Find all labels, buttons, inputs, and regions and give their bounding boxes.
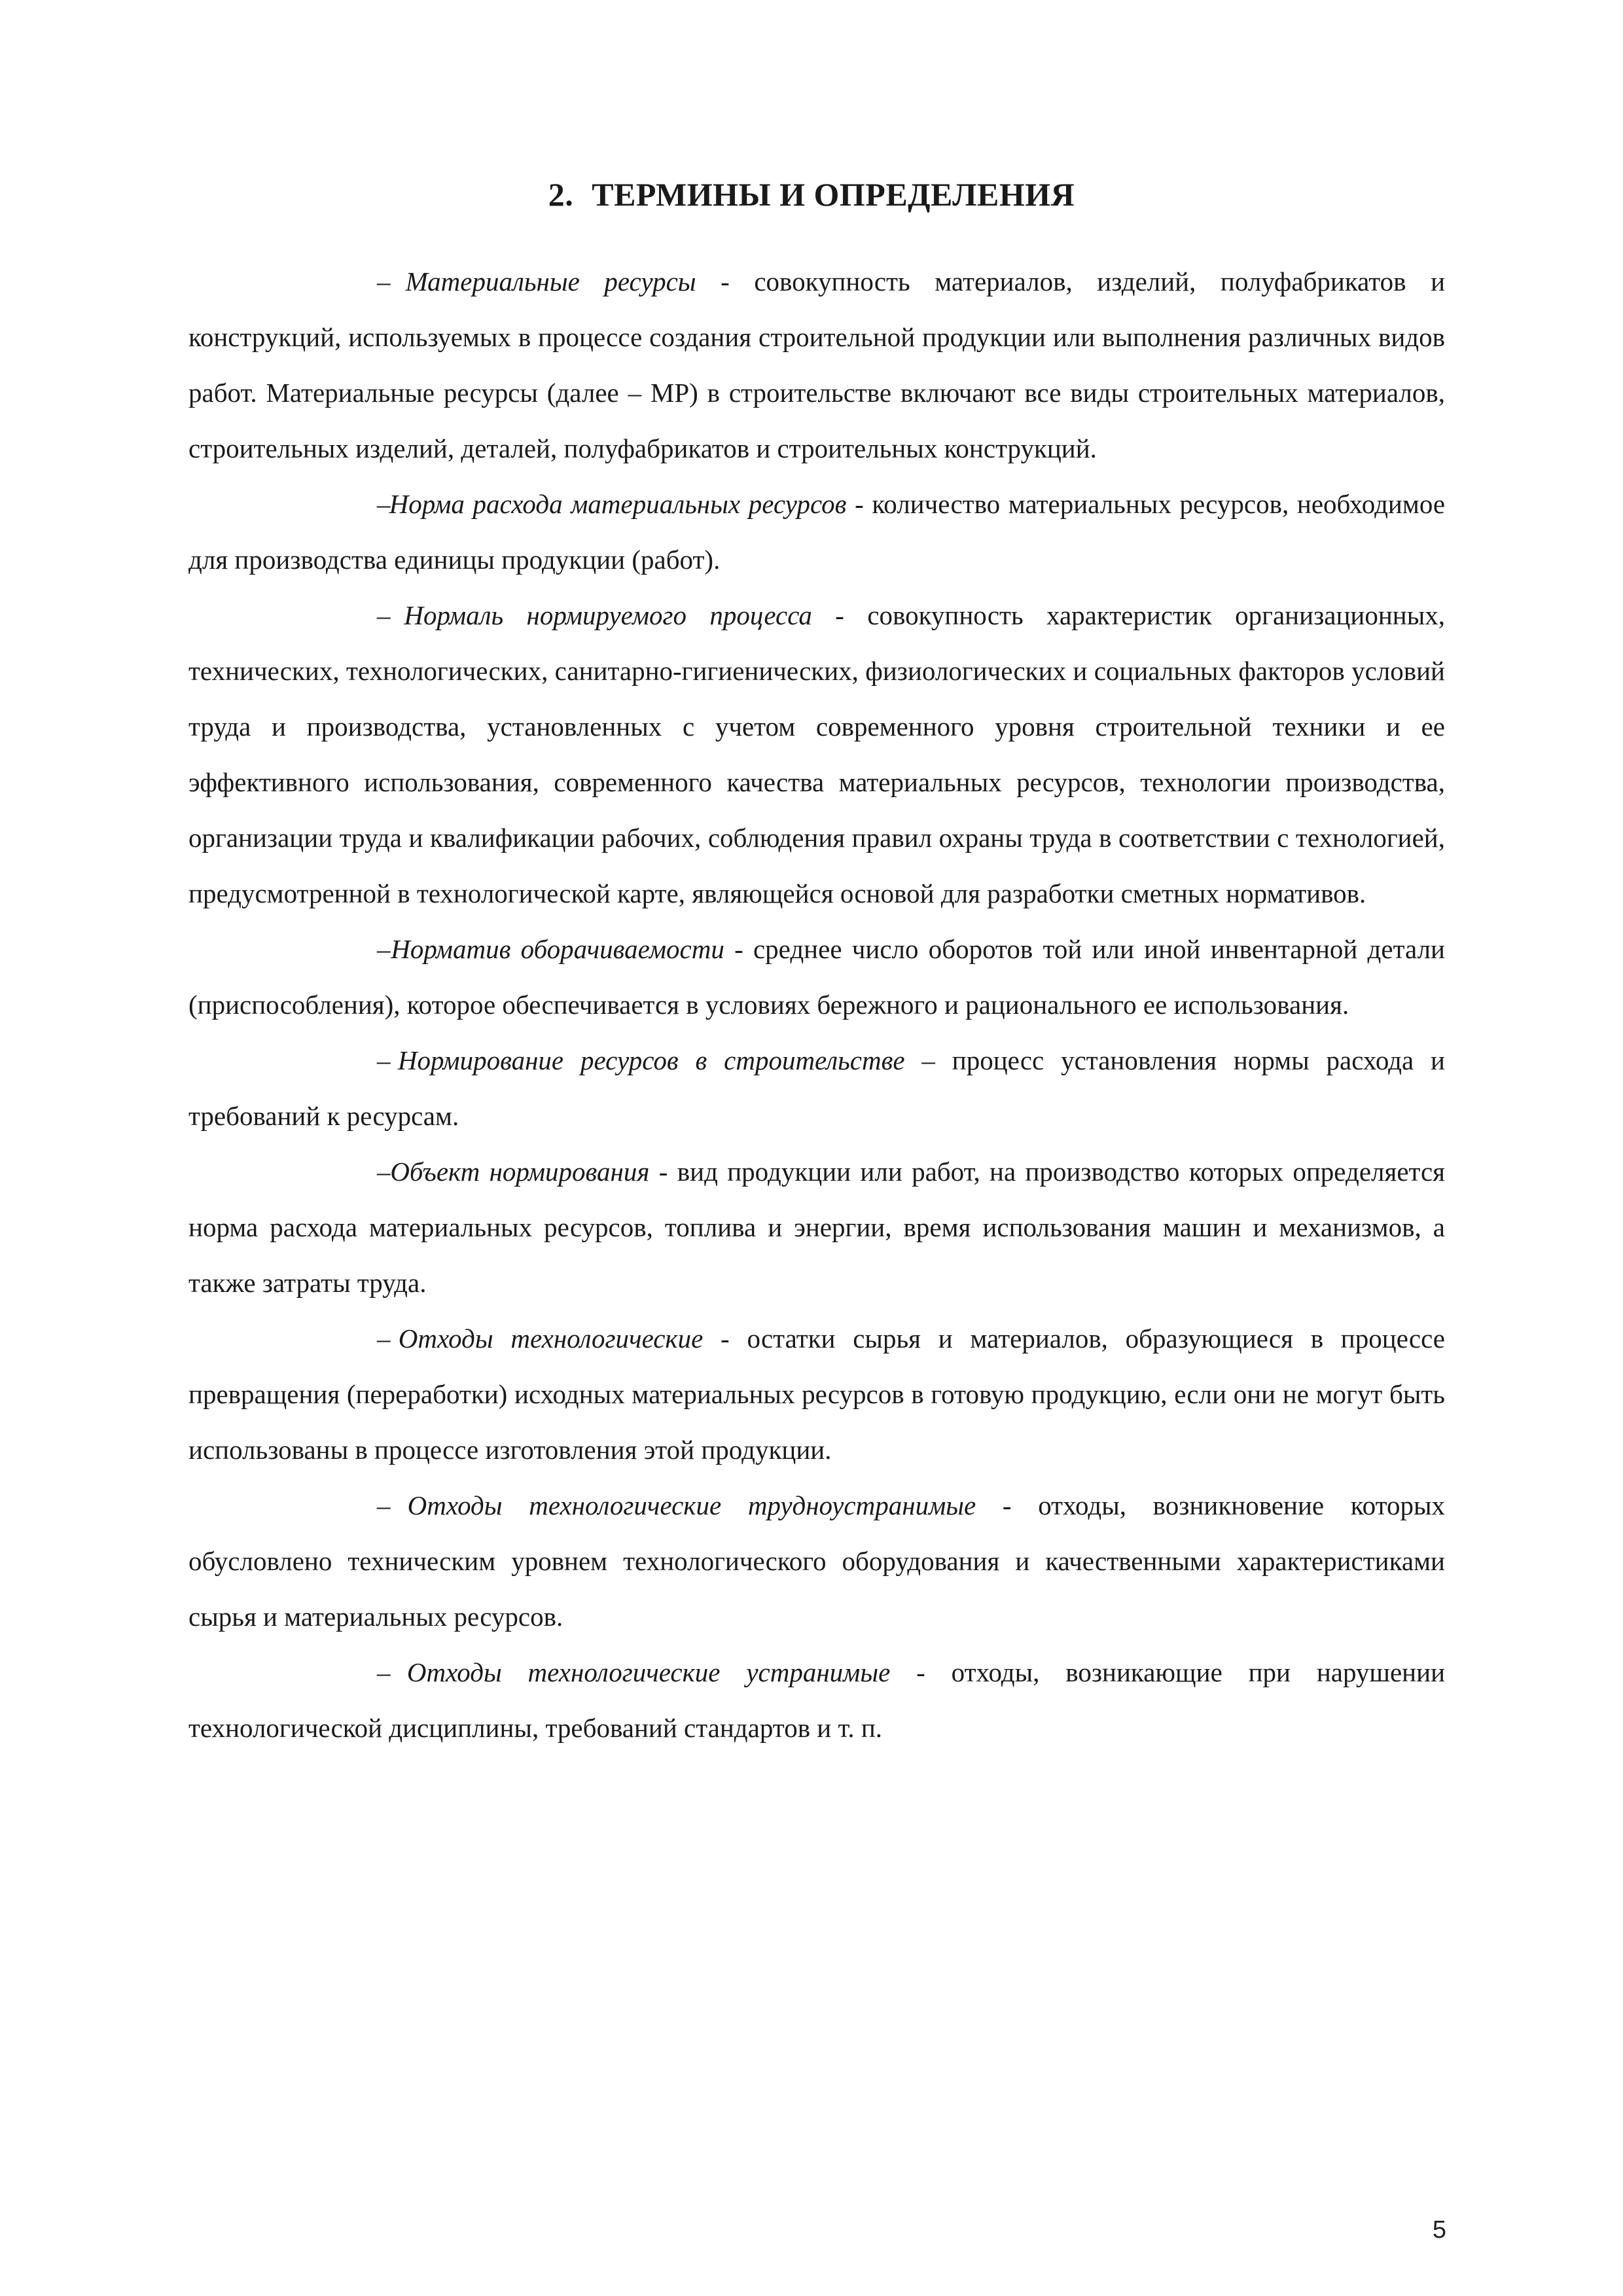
definition-term: Отходы технологические [398, 1323, 704, 1354]
definition-term: Материальные ресурсы [405, 266, 696, 296]
definition-term: Отходы технологические устранимые [406, 1657, 891, 1687]
definition-entry [188, 476, 1445, 588]
list-dash: – [377, 1157, 391, 1187]
definition-entry [188, 922, 1445, 1033]
definition-term: Объект нормирования [390, 1157, 650, 1187]
definition-text: количество материальных ресурсов, необходимое для производства единицы продукции (работ). [188, 489, 1446, 575]
list-dash: – [377, 1490, 391, 1520]
definition-text: совокупность характеристик организационных, технических, технологических, санитарно-гигиенических, физиологических и социальных факторов условий труда и производства, установленных с учетом современного уровня строительной техники и ее эффективного использования, современного качества материальных ресурсов, технологии производства, организации труда и квалификации рабочих, соблюдения правил охраны труда в соответствии с технологией, предусмотренной в технологической карте, являющейся основой для разработки сметных нормативов. [188, 600, 1446, 908]
definition-separator: - [976, 1490, 1039, 1520]
list-dash: – [377, 489, 391, 519]
definition-term: Норматив оборачиваемости [391, 934, 724, 964]
definition-entry [188, 1311, 1445, 1478]
definition-text: вид продукции или работ, на производство которых определяется норма расхода материальных ресурсов, топлива и энергии, время использования машин и механизмов, а также затраты труда. [188, 1157, 1446, 1298]
definition-separator: - [696, 266, 755, 296]
definition-term: Нормаль нормируемого процесса [404, 600, 812, 630]
definition-text: процесс установления нормы расхода и требований к ресурсам. [188, 1045, 1445, 1131]
definition-term: Отходы технологические трудноустранимые [407, 1490, 976, 1520]
definition-entry [188, 588, 1445, 922]
definition-entry [188, 1645, 1445, 1756]
definition-entry [188, 1033, 1445, 1144]
list-dash: – [377, 266, 391, 296]
definition-entry [188, 254, 1445, 476]
list-dash: – [377, 1323, 391, 1354]
definition-text: отходы, возникающие при нарушении технологической дисциплины, требований стандартов и т. п. [188, 1657, 1446, 1743]
list-dash: – [377, 600, 391, 630]
section-title: ТЕРМИНЫ И ОПРЕДЕЛЕНИЯ [592, 176, 1075, 213]
list-dash: – [377, 934, 391, 964]
page-number: 5 [1432, 2216, 1446, 2244]
section-heading [0, 175, 1623, 213]
definition-term: Норма расхода материальных ресурсов [389, 489, 847, 519]
definition-separator: – [904, 1045, 952, 1075]
definition-text: совокупность материалов, изделий, полуфабрикатов и конструкций, используемых в процессе создания строительной продукции или выполнения различных видов работ. Материальные ресурсы (далее – МР) в строительстве включают все виды строительных материалов, строительных изделий, деталей, полуфабрикатов и строительных конструкций. [188, 266, 1446, 463]
list-dash: – [377, 1657, 391, 1687]
definition-text: отходы, возникновение которых обусловлено техническим уровнем технологического оборудования и качественными характеристиками сырья и материальных ресурсов. [188, 1490, 1445, 1632]
definition-entry [188, 1144, 1445, 1311]
definition-separator: - [890, 1657, 952, 1687]
definition-separator: - [812, 600, 868, 630]
section-number: 2. [548, 176, 574, 213]
definitions-list [188, 254, 1445, 1756]
definition-separator: - [703, 1323, 747, 1354]
definition-entry [188, 1478, 1445, 1645]
definition-text: остатки сырья и материалов, образующиеся в процессе превращения (переработки) исходных материальных ресурсов в готовую продукцию, если они не могут быть использованы в процессе изготовления этой продукции. [188, 1323, 1446, 1465]
definition-separator: - [724, 934, 753, 964]
definition-separator: - [846, 489, 872, 519]
definition-separator: - [649, 1157, 677, 1187]
list-dash: – [377, 1045, 391, 1075]
definition-text: среднее число оборотов той или иной инвентарной детали (приспособления), которое обеспечивается в условиях бережного и рационального ее использования. [188, 934, 1445, 1020]
definition-term: Нормирование ресурсов в строительстве [397, 1045, 905, 1075]
